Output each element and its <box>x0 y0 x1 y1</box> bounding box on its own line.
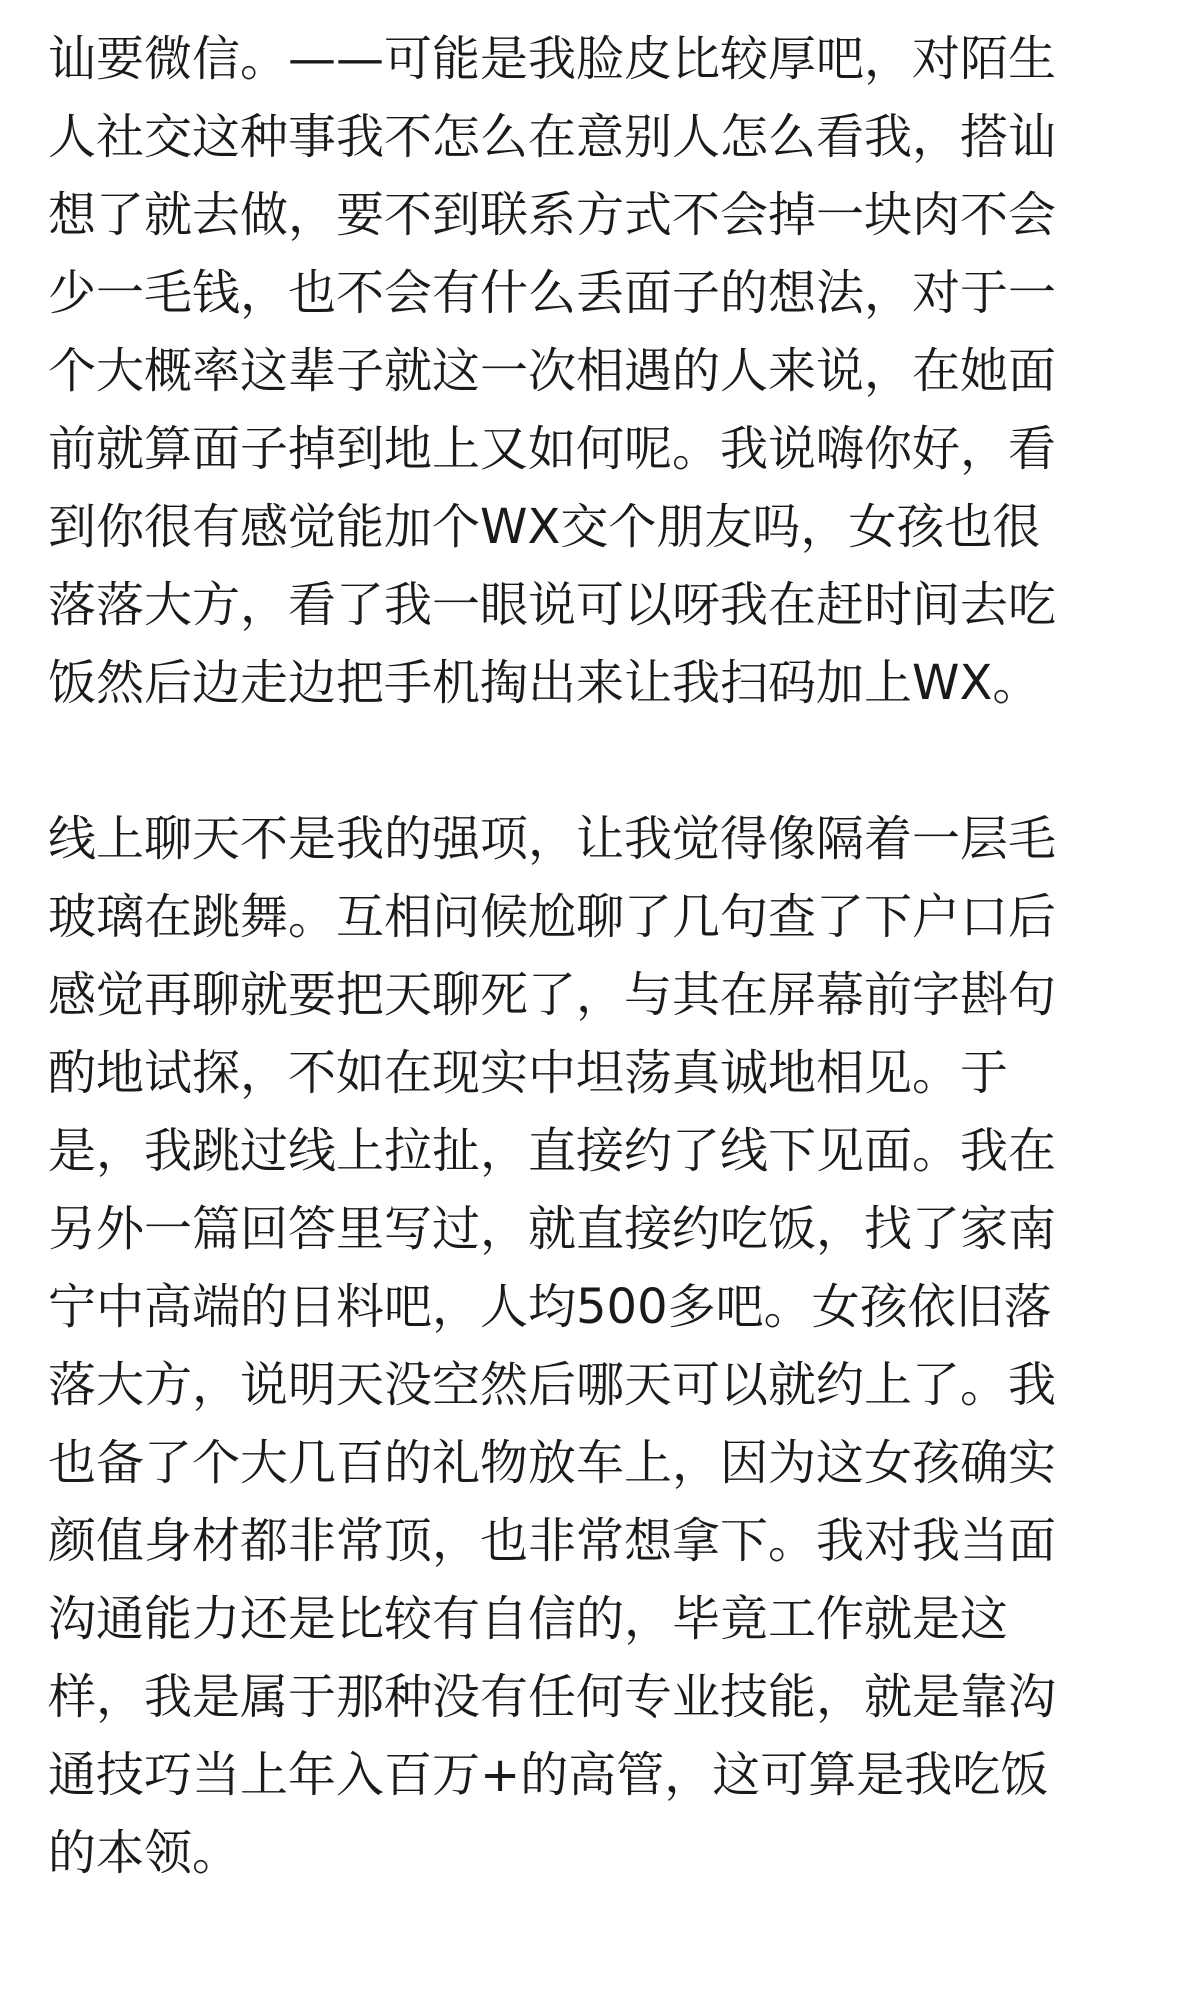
text-line: 讪要微信。——可能是我脸皮比较厚吧，对陌生 <box>48 31 1057 87</box>
text-line: 少一毛钱，也不会有什么丢面子的想法，对于一 <box>48 265 1057 321</box>
text-line: 感觉再聊就要把天聊死了，与其在屏幕前字斟句 <box>48 967 1057 1023</box>
text-line: 落落大方，看了我一眼说可以呀我在赶时间去吃 <box>48 577 1057 633</box>
text-line: 宁中高端的日料吧，人均500多吧。女孩依旧落 <box>48 1279 1052 1335</box>
text-line: 饭然后边走边把手机掏出来让我扫码加上WX。 <box>48 655 1041 711</box>
text-line: 的本领。 <box>48 1825 241 1881</box>
text-line: 想了就去做，要不到联系方式不会掉一块肉不会 <box>48 187 1057 243</box>
article-body <box>48 20 1138 1892</box>
text-line: 到你很有感觉能加个WX交个朋友吗，女孩也很 <box>48 499 1041 555</box>
text-line: 是，我跳过线上拉扯，直接约了线下见面。我在 <box>48 1123 1057 1179</box>
text-line: 个大概率这辈子就这一次相遇的人来说，在她面 <box>48 343 1057 399</box>
text-line: 人社交这种事我不怎么在意别人怎么看我，搭讪 <box>48 109 1057 165</box>
text-line: 颜值身材都非常顶，也非常想拿下。我对我当面 <box>48 1513 1057 1569</box>
text-line: 酌地试探，不如在现实中坦荡真诚地相见。于 <box>48 1045 1009 1101</box>
text-line: 另外一篇回答里写过，就直接约吃饭，找了家南 <box>48 1201 1057 1257</box>
text-line: 通技巧当上年入百万+的高管，这可算是我吃饭 <box>48 1747 1049 1803</box>
text-line: 前就算面子掉到地上又如何呢。我说嗨你好，看 <box>48 421 1057 477</box>
text-line: 沟通能力还是比较有自信的，毕竟工作就是这 <box>48 1591 1009 1647</box>
text-line: 落大方，说明天没空然后哪天可以就约上了。我 <box>48 1357 1057 1413</box>
paragraph-2 <box>48 800 1138 1892</box>
text-line: 样，我是属于那种没有任何专业技能，就是靠沟 <box>48 1669 1057 1725</box>
paragraph-spacer <box>48 722 1138 800</box>
paragraph-1 <box>48 20 1138 722</box>
text-line: 玻璃在跳舞。互相问候尬聊了几句查了下户口后 <box>48 889 1057 945</box>
text-line: 也备了个大几百的礼物放车上，因为这女孩确实 <box>48 1435 1057 1491</box>
text-line: 线上聊天不是我的强项，让我觉得像隔着一层毛 <box>48 811 1057 867</box>
